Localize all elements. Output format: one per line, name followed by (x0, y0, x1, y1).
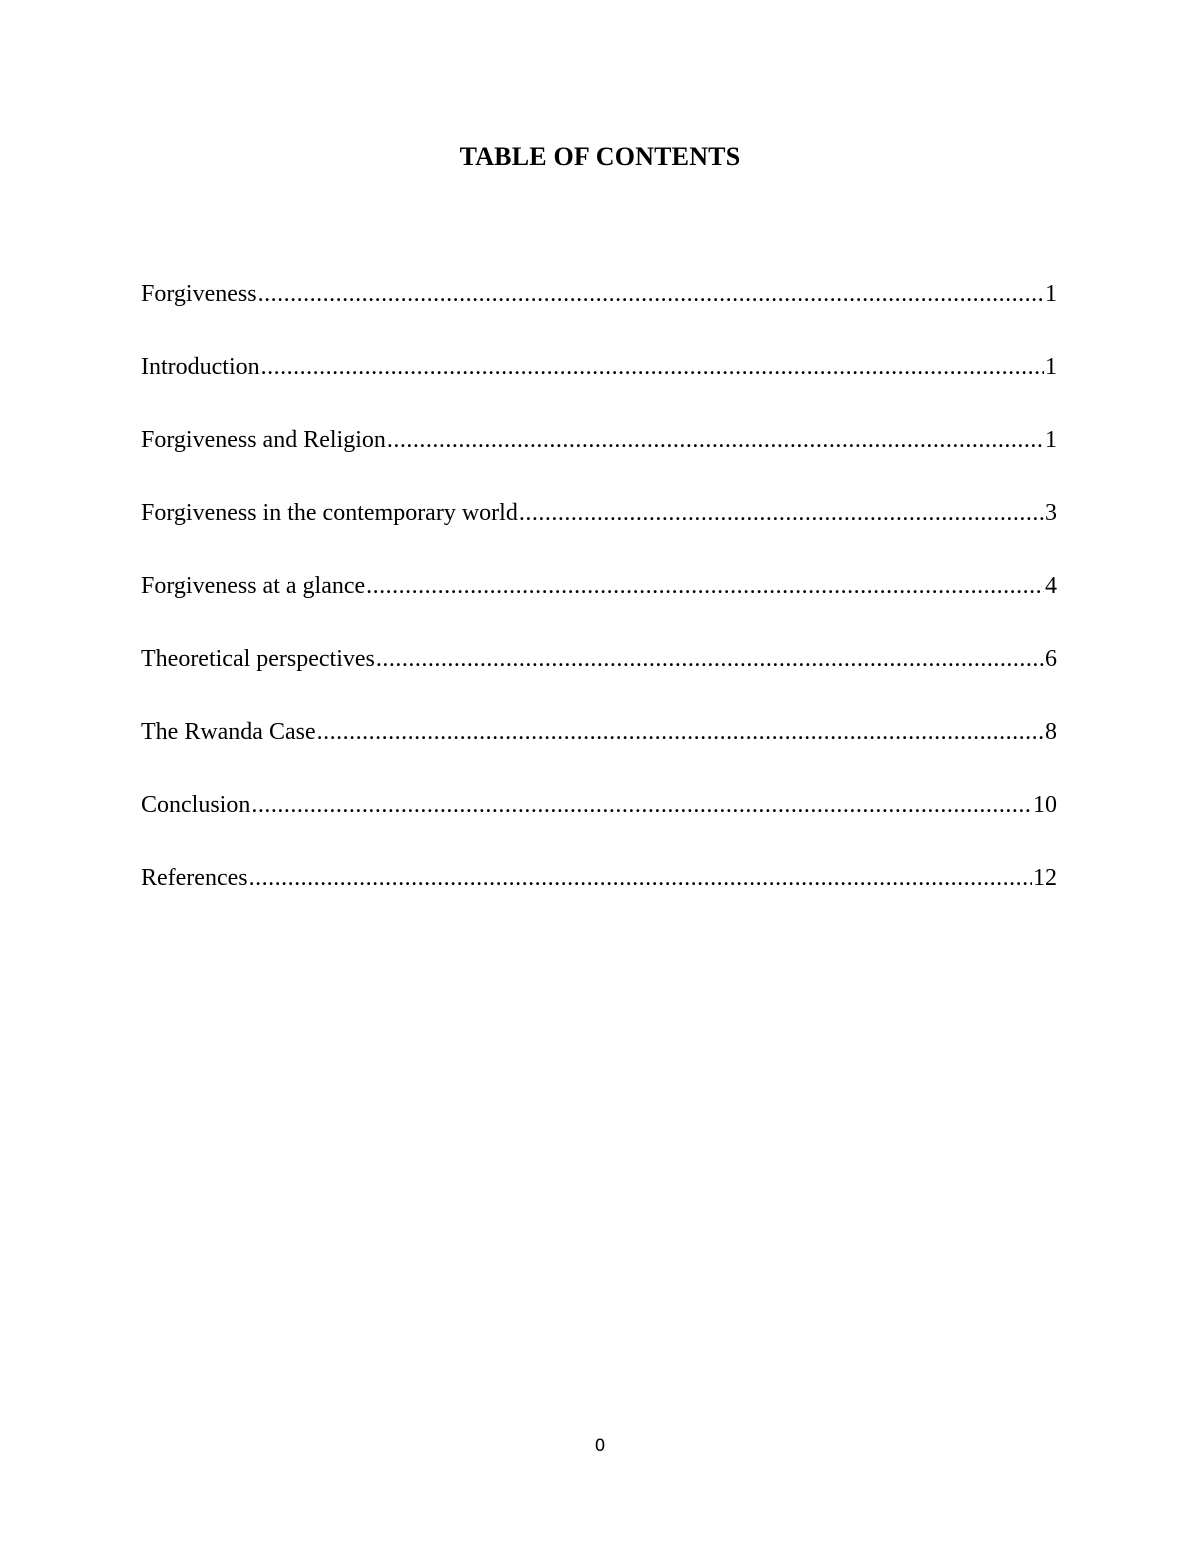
toc-leader-dots (251, 790, 1032, 820)
toc-entry-rwanda-case[interactable] (141, 717, 1057, 790)
toc-entry-conclusion[interactable] (141, 790, 1057, 863)
toc-leader-dots (387, 425, 1044, 455)
page-title: TABLE OF CONTENTS (459, 142, 741, 171)
toc-entry-label: Conclusion (141, 792, 251, 818)
toc-entry-label: Forgiveness at a glance (141, 573, 366, 599)
toc-entry-contemporary-world[interactable] (141, 498, 1057, 571)
toc-entry-page: 1 (1045, 427, 1057, 453)
toc-entry-forgiveness-and-religion[interactable] (141, 425, 1057, 498)
toc-entry-page: 1 (1045, 281, 1057, 307)
toc-entry-page: 10 (1033, 792, 1057, 818)
toc-entry-label: Forgiveness and Religion (141, 427, 386, 453)
toc-leader-dots (376, 644, 1044, 674)
toc-entry-forgiveness[interactable] (141, 279, 1057, 352)
toc-entry-page: 12 (1033, 865, 1057, 891)
page-number: 0 (594, 1436, 606, 1456)
toc-leader-dots (317, 717, 1044, 747)
toc-entry-at-a-glance[interactable] (141, 571, 1057, 644)
toc-entry-page: 8 (1045, 719, 1057, 745)
toc-entry-label: Theoretical perspectives (141, 646, 375, 672)
toc-leader-dots (519, 498, 1044, 528)
toc-entry-page: 6 (1045, 646, 1057, 672)
toc-entry-label: The Rwanda Case (141, 719, 316, 745)
toc-entry-references[interactable] (141, 863, 1057, 936)
toc-entry-label: Forgiveness in the contemporary world (141, 500, 518, 526)
toc-entry-label: Forgiveness (141, 281, 257, 307)
toc-entry-label: References (141, 865, 248, 891)
toc-entry-label: Introduction (141, 354, 260, 380)
toc-leader-dots (249, 863, 1032, 893)
toc-entry-theoretical-perspectives[interactable] (141, 644, 1057, 717)
toc-entry-page: 1 (1045, 354, 1057, 380)
toc-entry-page: 4 (1045, 573, 1057, 599)
toc-entry-introduction[interactable] (141, 352, 1057, 425)
toc-leader-dots (258, 279, 1044, 309)
toc-entry-page: 3 (1045, 500, 1057, 526)
toc-leader-dots (261, 352, 1044, 382)
toc-leader-dots (366, 571, 1044, 601)
toc-list (141, 279, 1057, 936)
